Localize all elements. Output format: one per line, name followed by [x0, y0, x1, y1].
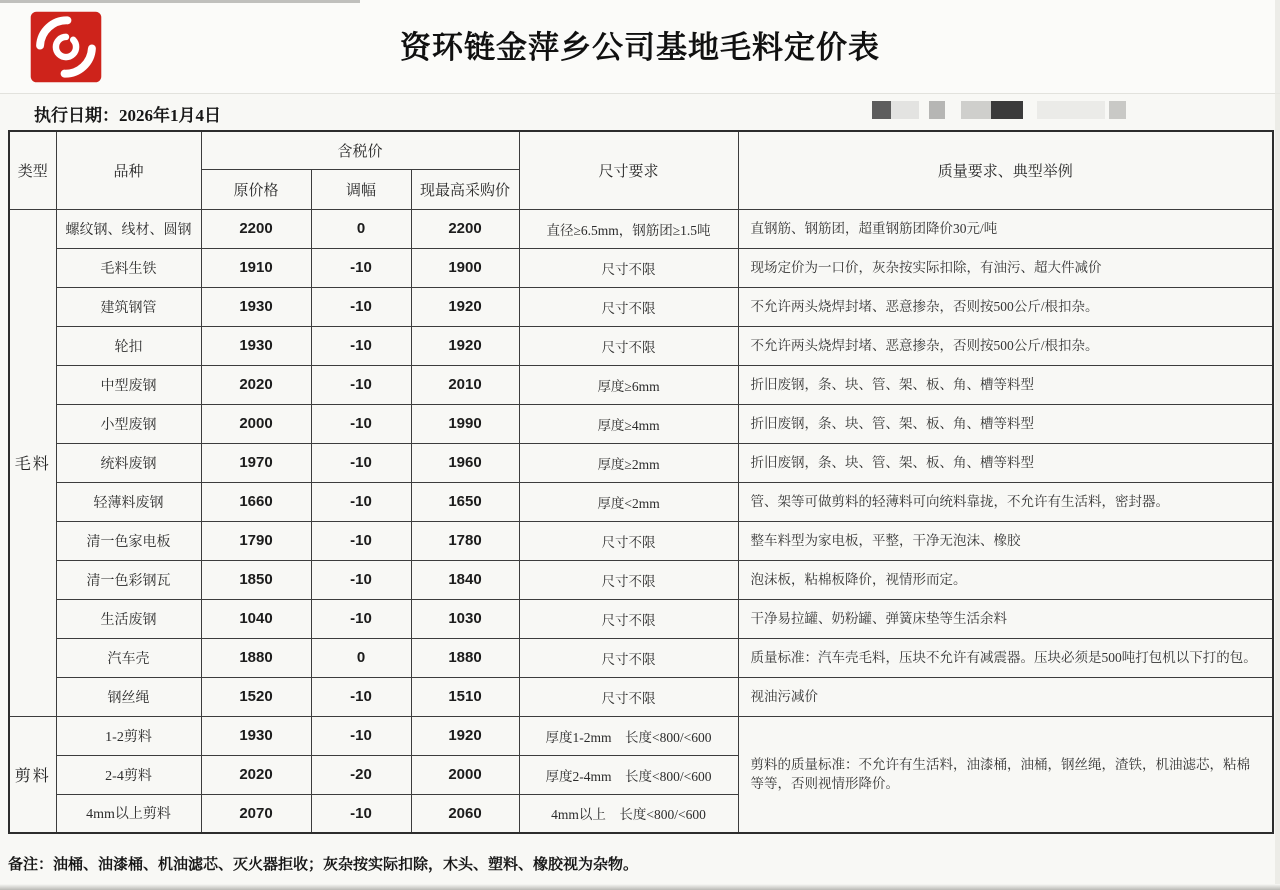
original-price-cell: 1880 — [201, 638, 311, 677]
size-req-cell: 直径≥6.5mm，钢筋团≥1.5吨 — [519, 209, 738, 248]
variety-cell: 4mm以上剪料 — [56, 794, 201, 833]
scan-edge-right — [1275, 0, 1280, 890]
current-max-price-cell: 1030 — [411, 599, 519, 638]
size-req-cell: 厚度2-4mm 长度<800/<600 — [519, 755, 738, 794]
original-price-cell: 2020 — [201, 365, 311, 404]
quality-req-cell: 折旧废钢，条、块、管、架、板、角、槽等料型 — [738, 404, 1273, 443]
adjustment-cell: -10 — [311, 287, 411, 326]
original-price-cell: 1790 — [201, 521, 311, 560]
size-req-cell: 尺寸不限 — [519, 287, 738, 326]
quality-req-cell-merged: 剪料的质量标准：不允许有生活料，油漆桶，油桶，钢丝绳，渣铁，机油滤芯，粘棉等等，否则视情形降价。 — [738, 716, 1273, 833]
col-header-variety: 品种 — [56, 131, 201, 209]
size-req-cell: 厚度≥2mm — [519, 443, 738, 482]
size-req-cell: 4mm以上 长度<800/<600 — [519, 794, 738, 833]
variety-cell: 轻薄料废钢 — [56, 482, 201, 521]
current-max-price-cell: 1960 — [411, 443, 519, 482]
current-max-price-cell: 1510 — [411, 677, 519, 716]
col-header-original-price: 原价格 — [201, 169, 311, 209]
size-req-cell: 尺寸不限 — [519, 521, 738, 560]
quality-req-cell: 整车料型为家电板，平整，干净无泡沫、橡胶 — [738, 521, 1273, 560]
variety-cell: 建筑钢管 — [56, 287, 201, 326]
adjustment-cell: -10 — [311, 404, 411, 443]
current-max-price-cell: 1840 — [411, 560, 519, 599]
original-price-cell: 1910 — [201, 248, 311, 287]
variety-cell: 汽车壳 — [56, 638, 201, 677]
quality-req-cell: 直钢筋、钢筋团，超重钢筋团降价30元/吨 — [738, 209, 1273, 248]
current-max-price-cell: 2000 — [411, 755, 519, 794]
redacted-block — [929, 101, 945, 119]
current-max-price-cell: 1920 — [411, 326, 519, 365]
size-req-cell: 厚度≥6mm — [519, 365, 738, 404]
redacted-block — [991, 101, 1023, 119]
current-max-price-cell: 2010 — [411, 365, 519, 404]
current-max-price-cell: 2200 — [411, 209, 519, 248]
variety-cell: 2-4剪料 — [56, 755, 201, 794]
adjustment-cell: -10 — [311, 521, 411, 560]
col-header-tax-price-group: 含税价 — [201, 131, 519, 169]
variety-cell: 轮扣 — [56, 326, 201, 365]
original-price-cell: 1930 — [201, 716, 311, 755]
header-row-1 — [9, 131, 1273, 169]
adjustment-cell: -10 — [311, 365, 411, 404]
current-max-price-cell: 1920 — [411, 716, 519, 755]
redacted-block — [872, 101, 891, 119]
size-req-cell: 尺寸不限 — [519, 560, 738, 599]
table-row — [9, 209, 1273, 248]
table-row — [9, 482, 1273, 521]
quality-req-cell: 视油污减价 — [738, 677, 1273, 716]
original-price-cell: 1970 — [201, 443, 311, 482]
col-header-quality-req: 质量要求、典型举例 — [738, 131, 1273, 209]
quality-req-cell: 不允许两头烧焊封堵、恶意掺杂，否则按500公斤/根扣杂。 — [738, 287, 1273, 326]
quality-req-cell: 质量标准：汽车壳毛料，压块不允许有减震器。压块必须是500吨打包机以下打的包。 — [738, 638, 1273, 677]
original-price-cell: 1930 — [201, 326, 311, 365]
scan-edge-bottom — [0, 884, 1280, 890]
original-price-cell: 1520 — [201, 677, 311, 716]
size-req-cell: 尺寸不限 — [519, 248, 738, 287]
adjustment-cell: -10 — [311, 599, 411, 638]
table-row — [9, 560, 1273, 599]
execution-date: 执行日期：2026年1月4日 — [34, 106, 221, 125]
current-max-price-cell: 1650 — [411, 482, 519, 521]
adjustment-cell: -10 — [311, 248, 411, 287]
original-price-cell: 1040 — [201, 599, 311, 638]
variety-cell: 清一色彩钢瓦 — [56, 560, 201, 599]
size-req-cell: 尺寸不限 — [519, 599, 738, 638]
adjustment-cell: -10 — [311, 560, 411, 599]
variety-cell: 统料废钢 — [56, 443, 201, 482]
size-req-cell: 厚度1-2mm 长度<800/<600 — [519, 716, 738, 755]
header-band — [0, 0, 1280, 94]
adjustment-cell: -20 — [311, 755, 411, 794]
size-req-cell: 厚度<2mm — [519, 482, 738, 521]
col-header-size-req: 尺寸要求 — [519, 131, 738, 209]
quality-req-cell: 折旧废钢，条、块、管、架、板、角、槽等料型 — [738, 443, 1273, 482]
size-req-cell: 厚度≥4mm — [519, 404, 738, 443]
adjustment-cell: -10 — [311, 443, 411, 482]
group-label-cell: 剪料 — [9, 716, 56, 833]
current-max-price-cell: 1920 — [411, 287, 519, 326]
adjustment-cell: 0 — [311, 638, 411, 677]
remarks-note: 备注：油桶、油漆桶、机油滤芯、灭火器拒收；灰杂按实际扣除，木头、塑料、橡胶视为杂物。 — [8, 857, 639, 873]
variety-cell: 中型废钢 — [56, 365, 201, 404]
variety-cell: 小型废钢 — [56, 404, 201, 443]
redacted-block — [891, 101, 919, 119]
original-price-cell: 2200 — [201, 209, 311, 248]
scan-artifact-line — [0, 0, 360, 3]
quality-req-cell: 管、架等可做剪料的轻薄料可向统料靠拢，不允许有生活料，密封器。 — [738, 482, 1273, 521]
table-row — [9, 443, 1273, 482]
table-row — [9, 677, 1273, 716]
size-req-cell: 尺寸不限 — [519, 326, 738, 365]
variety-cell: 清一色家电板 — [56, 521, 201, 560]
page-title: 资环链金萍乡公司基地毛料定价表 — [400, 30, 880, 65]
redacted-block — [1109, 101, 1126, 119]
table-row — [9, 287, 1273, 326]
table-row — [9, 404, 1273, 443]
quality-req-cell: 干净易拉罐、奶粉罐、弹簧床垫等生活余料 — [738, 599, 1273, 638]
quality-req-cell: 不允许两头烧焊封堵、恶意掺杂，否则按500公斤/根扣杂。 — [738, 326, 1273, 365]
original-price-cell: 2000 — [201, 404, 311, 443]
quality-req-cell: 现场定价为一口价，灰杂按实际扣除，有油污、超大件减价 — [738, 248, 1273, 287]
price-table — [8, 130, 1274, 834]
adjustment-cell: -10 — [311, 677, 411, 716]
table-row — [9, 638, 1273, 677]
table-row — [9, 521, 1273, 560]
redacted-block — [961, 101, 991, 119]
current-max-price-cell: 2060 — [411, 794, 519, 833]
adjustment-cell: 0 — [311, 209, 411, 248]
adjustment-cell: -10 — [311, 326, 411, 365]
redacted-block — [1037, 101, 1105, 119]
col-header-type: 类型 — [9, 131, 56, 209]
variety-cell: 钢丝绳 — [56, 677, 201, 716]
price-table-wrapper — [8, 130, 1274, 834]
current-max-price-cell: 1880 — [411, 638, 519, 677]
table-row — [9, 599, 1273, 638]
variety-cell: 毛料生铁 — [56, 248, 201, 287]
size-req-cell: 尺寸不限 — [519, 638, 738, 677]
original-price-cell: 2070 — [201, 794, 311, 833]
current-max-price-cell: 1780 — [411, 521, 519, 560]
col-header-current-max-price: 现最高采购价 — [411, 169, 519, 209]
original-price-cell: 1930 — [201, 287, 311, 326]
original-price-cell: 1660 — [201, 482, 311, 521]
original-price-cell: 2020 — [201, 755, 311, 794]
variety-cell: 1-2剪料 — [56, 716, 201, 755]
quality-req-cell: 折旧废钢，条、块、管、架、板、角、槽等料型 — [738, 365, 1273, 404]
adjustment-cell: -10 — [311, 716, 411, 755]
redacted-stamp — [872, 100, 1126, 119]
original-price-cell: 1850 — [201, 560, 311, 599]
table-row — [9, 716, 1273, 755]
current-max-price-cell: 1900 — [411, 248, 519, 287]
size-req-cell: 尺寸不限 — [519, 677, 738, 716]
adjustment-cell: -10 — [311, 482, 411, 521]
variety-cell: 生活废钢 — [56, 599, 201, 638]
table-row — [9, 248, 1273, 287]
current-max-price-cell: 1990 — [411, 404, 519, 443]
table-row — [9, 365, 1273, 404]
table-row — [9, 326, 1273, 365]
variety-cell: 螺纹钢、线材、圆钢 — [56, 209, 201, 248]
group-label-cell: 毛料 — [9, 209, 56, 716]
adjustment-cell: -10 — [311, 794, 411, 833]
quality-req-cell: 泡沫板，粘棉板降价，视情形而定。 — [738, 560, 1273, 599]
col-header-adjustment: 调幅 — [311, 169, 411, 209]
